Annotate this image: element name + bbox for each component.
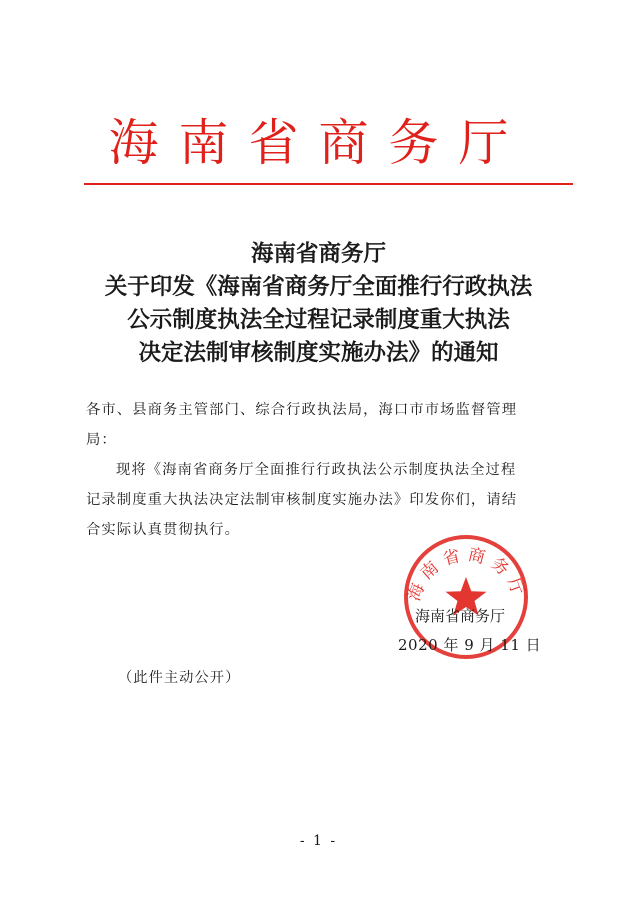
signature-date: 2020 年 9 月 11 日 <box>398 636 542 654</box>
title-line: 公示制度执法全过程记录制度重大执法 <box>127 307 510 333</box>
salutation-line: 局： <box>86 432 117 448</box>
title-line: 决定法制审核制度实施办法》的通知 <box>138 340 499 366</box>
red-divider-line <box>84 183 573 185</box>
title-line: 关于印发《海南省商务厅全面推行行政执法 <box>104 274 533 300</box>
disclosure-note: （此件主动公开） <box>118 670 241 686</box>
masthead-title: 海南省商务厅 <box>108 114 529 172</box>
paragraph-line: 记录制度重大执法决定法制审核制度实施办法》印发你们，请结 <box>86 492 518 508</box>
salutation-line: 各市、县商务主管部门、综合行政执法局，海口市市场监督管理 <box>86 402 518 418</box>
salutation <box>86 395 566 455</box>
signature-organization: 海南省商务厅 <box>415 607 506 625</box>
title-line: 海南省商务厅 <box>250 241 386 267</box>
page-number: - 1 - <box>299 833 338 849</box>
seal-text: 海南省商务厅 <box>404 544 530 604</box>
paragraph-line: 合实际认真贯彻执行。 <box>86 522 240 538</box>
document-title <box>60 238 577 370</box>
paragraph-line: 现将《海南省商务厅全面推行行政执法公示制度执法全过程 <box>116 462 517 478</box>
